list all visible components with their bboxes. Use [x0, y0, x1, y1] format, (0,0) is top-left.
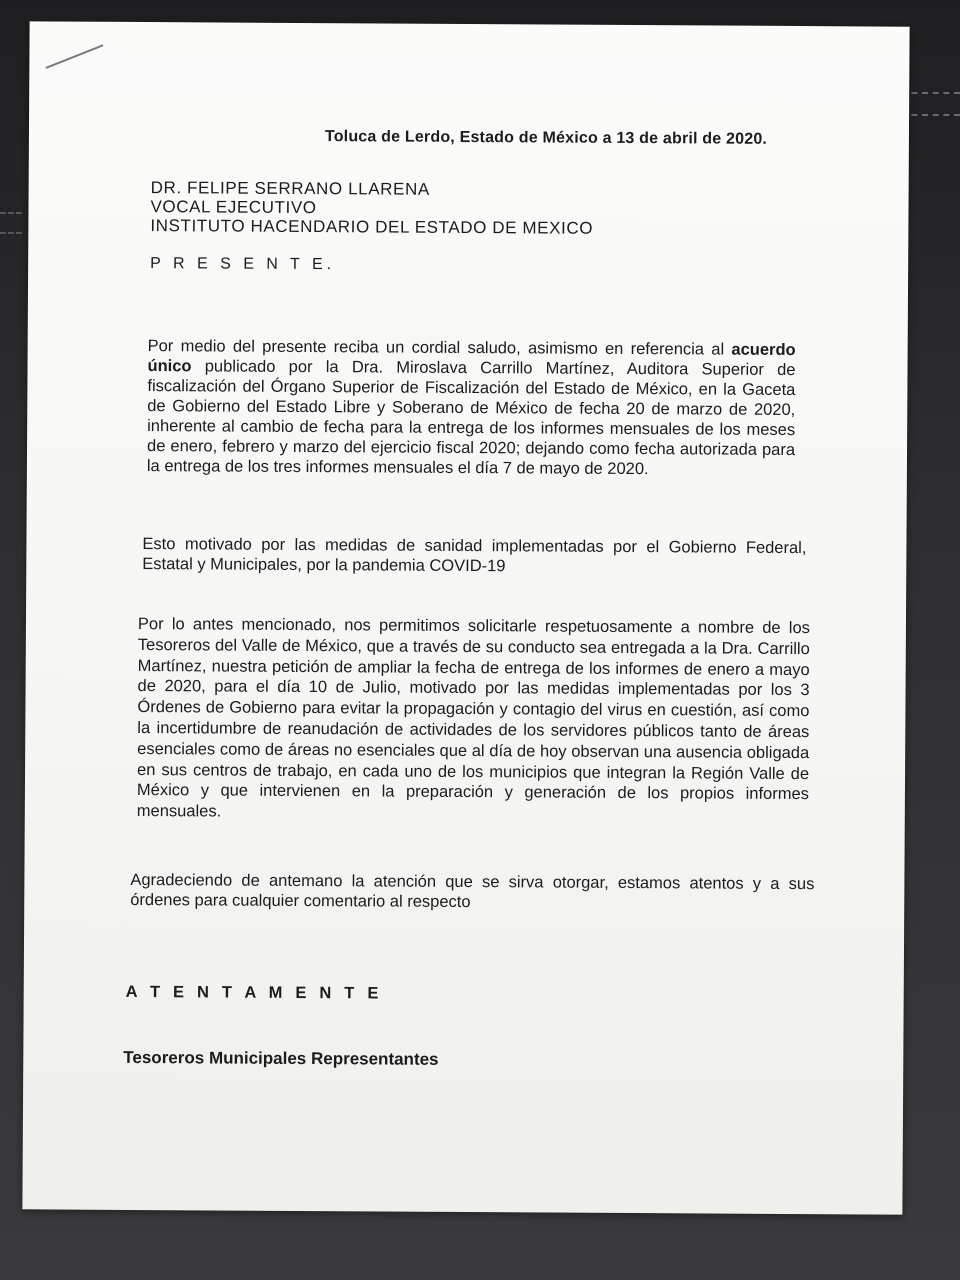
- addressee-name: DR. FELIPE SERRANO LLARENA: [150, 178, 430, 199]
- paragraph-reference-intro: Por medio del presente reciba un cordial saludo, asimismo en referencia al: [147, 337, 732, 359]
- pen-mark: [45, 44, 103, 69]
- letter-sheet: [22, 21, 909, 1214]
- addressee-position: VOCAL EJECUTIVO: [150, 197, 317, 218]
- addressee-institution: INSTITUTO HACENDARIO DEL ESTADO DE MEXICO: [150, 216, 594, 238]
- closing: A T E N T A M E N T E: [125, 982, 383, 1003]
- acuerdo-unico-term: acuerdo único: [147, 340, 796, 376]
- paragraph-thanks: Agradeciendo de antemano la atención que se sirva otorgar, estamos atentos y a sus órdenes para cualquier comentario al respecto: [130, 870, 815, 912]
- seat-stitching: [0, 212, 22, 214]
- paragraph-motive: Esto motivado por las medidas de sanidad implementadas por el Gobierno Federal, Estatal y Municipales, por la pandemia COVID-19: [142, 535, 807, 576]
- seat-stitching: [0, 232, 22, 234]
- greeting: P R E S E N T E.: [150, 255, 336, 274]
- signature-line: Tesoreros Municipales Representantes: [123, 1047, 439, 1069]
- paragraph-request: Por lo antes mencionado, nos permitimos solicitarle respetuosamente a nombre de los Tesoreros del Valle de México, que a través de su conducto sea entregada a la Dra. Carrillo Martínez, nuestra petición de ampliar la fecha de entrega de los informes de enero a mayo de 2020, para el día 10 de Julio, motivado por las medidas implementadas por los 3 Órdenes de Gobierno para evitar la propagación y contagio del virus en cuestión, así como la incertidumbre de reanudación de actividades de los servidores públicos tanto de áreas esenciales como de áreas no esenciales que al día de hoy observan una ausencia obligada en sus centros de trabajo, en cada uno de los municipios que integran la Región Valle de México y que intervienen en la preparación y generación de los propios informes mensuales.: [136, 614, 810, 821]
- date-line: Toluca de Lerdo, Estado de México a 13 de abril de 2020.: [324, 128, 768, 148]
- addressee-block: [150, 178, 593, 238]
- paragraph-reference-rest: publicado por la Dra. Miroslava Carrillo Martínez, Auditora Superior de fiscalización del Órgano Superior de Fiscalización del Estado de México, en la Gaceta de Gobierno del Estado Libre y Soberano de México de fecha 20 de marzo de 2020, inherente al cambio de fecha para la entrega de los informes mensuales de los meses de enero, febrero y marzo del ejercicio fiscal 2020; dejando como fecha autorizada para la entrega de los tres informes mensuales el día 7 de mayo de 2020.: [146, 357, 796, 479]
- paragraph-reference: [147, 336, 796, 480]
